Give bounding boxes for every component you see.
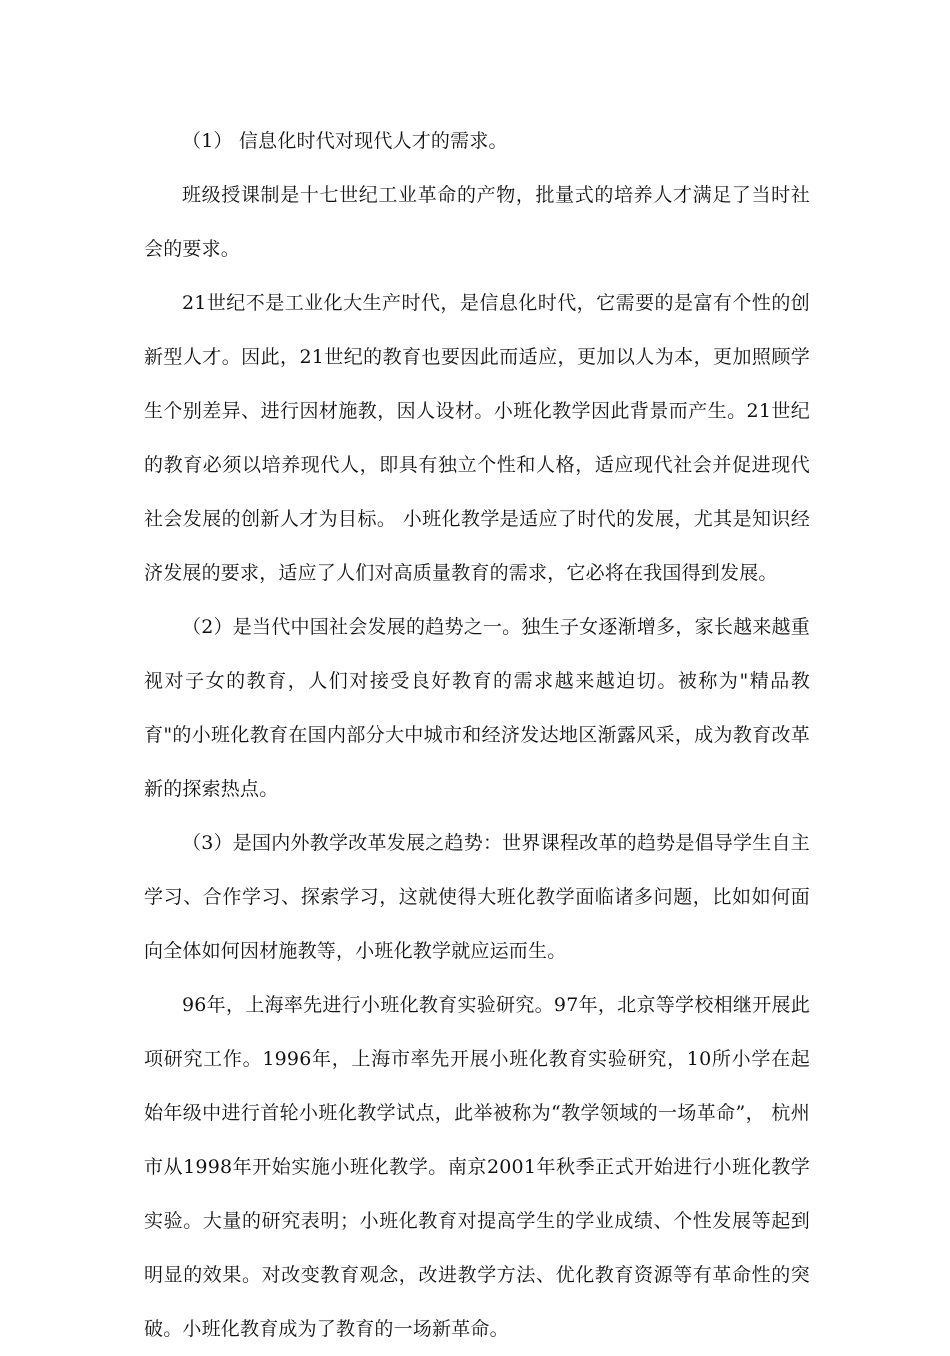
- paragraph-point-3: （3）是国内外教学改革发展之趋势：世界课程改革的趋势是倡导学生自主学习、合作学习、探索学习，这就使得大班化教学面临诸多问题，比如如何面向全体如何因材施教等，小班化教学就应运而生。: [144, 832, 810, 962]
- paragraph-class-teaching-origin: 班级授课制是十七世纪工业革命的产物，批量式的培养人才满足了当时社会的要求。: [144, 184, 810, 260]
- paragraph-point-2: （2）是当代中国社会发展的趋势之一。独生子女逐渐增多，家长越来越重视对子女的教育，人们对接受良好教育的需求越来越迫切。被称为"精品教育"的小班化教育在国内部分大中城市和经济发达地区渐露风采，成为教育改革新的探索热点。: [144, 616, 810, 800]
- document-body: [144, 114, 810, 1356]
- paragraph-history: 96年，上海率先进行小班化教育实验研究。97年，北京等学校相继开展此项研究工作。1996年，上海市率先开展小班化教育实验研究，10所小学在起始年级中进行首轮小班化教学试点，此举被称为“教学领域的一场革命”， 杭州市从1998年开始实施小班化教学。南京2001年秋季正式开始进行小班化教学实验。大量的研究表明；小班化教育对提高学生的学业成绩、个性发展等起到明显的效果。对改变教育观念，改进教学方法、优化教育资源等有革命性的突破。小班化教育成为了教育的一场新革命。: [144, 994, 810, 1340]
- paragraph-21st-century: 21世纪不是工业化大生产时代，是信息化时代，它需要的是富有个性的创新型人才。因此，21世纪的教育也要因此而适应，更加以人为本，更加照顾学生个别差异、进行因材施教，因人设材。小班化教学因此背景而产生。21世纪的教育必须以培养现代人，即具有独立个性和人格，适应现代社会并促进现代社会发展的创新人才为目标。 小班化教学是适应了时代的发展，尤其是知识经济发展的要求，适应了人们对高质量教育的需求，它必将在我国得到发展。: [144, 292, 810, 584]
- section-heading-1: （1） 信息化时代对现代人才的需求。: [182, 130, 508, 152]
